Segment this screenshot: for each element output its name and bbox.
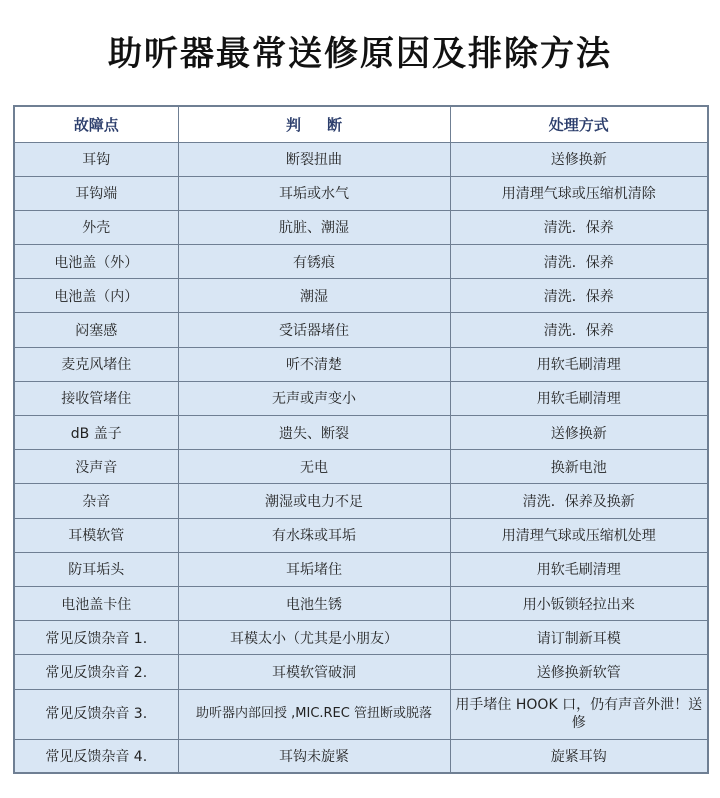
cell-treatment: 用小钣锁轻拉出来 [450,586,708,620]
cell-treatment: 送修换新软管 [450,655,708,689]
cell-fault: 接收管堵住 [14,381,178,415]
cell-fault: 电池盖卡住 [14,586,178,620]
cell-fault: 常见反馈杂音 4. [14,739,178,773]
cell-fault: 电池盖（外） [14,245,178,279]
table-row [14,739,708,773]
cell-fault: 闷塞感 [14,313,178,347]
cell-judgement: 有锈痕 [178,245,450,279]
cell-treatment: 清洗．保养 [450,313,708,347]
cell-judgement: 耳垢堵住 [178,552,450,586]
table-row [14,518,708,552]
cell-fault: 常见反馈杂音 1. [14,621,178,655]
cell-treatment: 请订制新耳模 [450,621,708,655]
cell-judgement: 耳垢或水气 [178,176,450,210]
cell-judgement: 耳模太小（尤其是小朋友） [178,621,450,655]
table-row [14,347,708,381]
table-row [14,655,708,689]
cell-judgement: 听不清楚 [178,347,450,381]
cell-judgement: 有水珠或耳垢 [178,518,450,552]
cell-judgement: 无电 [178,450,450,484]
cell-judgement: 受话器堵住 [178,313,450,347]
troubleshooting-table [13,105,709,774]
cell-fault: 杂音 [14,484,178,518]
cell-fault: 麦克风堵住 [14,347,178,381]
cell-treatment: 用软毛刷清理 [450,347,708,381]
cell-treatment: 用手堵住 HOOK 口，仍有声音外泄！送修 [450,689,708,739]
header-treatment: 处理方式 [450,106,708,142]
cell-treatment: 用清理气球或压缩机处理 [450,518,708,552]
table-row [14,279,708,313]
cell-judgement: 肮脏、潮湿 [178,210,450,244]
header-fault-point: 故障点 [14,106,178,142]
cell-treatment: 清洗．保养 [450,245,708,279]
cell-judgement: 耳模软管破洞 [178,655,450,689]
cell-judgement: 断裂扭曲 [178,142,450,176]
cell-fault: 耳钩 [14,142,178,176]
cell-treatment: 送修换新 [450,142,708,176]
cell-fault: dB 盖子 [14,416,178,450]
header-judgement: 判断 [178,106,450,142]
table-row [14,689,708,739]
cell-treatment: 换新电池 [450,450,708,484]
table-row [14,313,708,347]
cell-treatment: 旋紧耳钩 [450,739,708,773]
cell-fault: 没声音 [14,450,178,484]
cell-fault: 外壳 [14,210,178,244]
cell-judgement: 潮湿或电力不足 [178,484,450,518]
cell-fault: 常见反馈杂音 3. [14,689,178,739]
cell-judgement: 无声或声变小 [178,381,450,415]
cell-fault: 电池盖（内） [14,279,178,313]
table-row [14,381,708,415]
table-row [14,176,708,210]
table-row [14,245,708,279]
table-row [14,416,708,450]
cell-treatment: 用软毛刷清理 [450,552,708,586]
table-header-row [14,106,708,142]
table-row [14,484,708,518]
cell-treatment: 送修换新 [450,416,708,450]
cell-treatment: 用软毛刷清理 [450,381,708,415]
table-row [14,450,708,484]
table-row [14,621,708,655]
cell-treatment: 清洗．保养 [450,210,708,244]
cell-fault: 防耳垢头 [14,552,178,586]
cell-treatment: 清洗．保养及换新 [450,484,708,518]
cell-treatment: 清洗．保养 [450,279,708,313]
table-row [14,552,708,586]
table-row [14,210,708,244]
cell-fault: 常见反馈杂音 2. [14,655,178,689]
cell-judgement: 遗失、断裂 [178,416,450,450]
cell-judgement: 助听器内部回授 ,MIC.REC 管扭断或脱落 [178,689,450,739]
cell-judgement: 耳钩未旋紧 [178,739,450,773]
cell-judgement: 电池生锈 [178,586,450,620]
cell-treatment: 用清理气球或压缩机清除 [450,176,708,210]
table-row [14,142,708,176]
cell-judgement: 潮湿 [178,279,450,313]
cell-fault: 耳钩端 [14,176,178,210]
page-title: 助听器最常送修原因及排除方法 [108,34,612,74]
troubleshooting-table-container [13,105,707,774]
table-row [14,586,708,620]
cell-fault: 耳模软管 [14,518,178,552]
